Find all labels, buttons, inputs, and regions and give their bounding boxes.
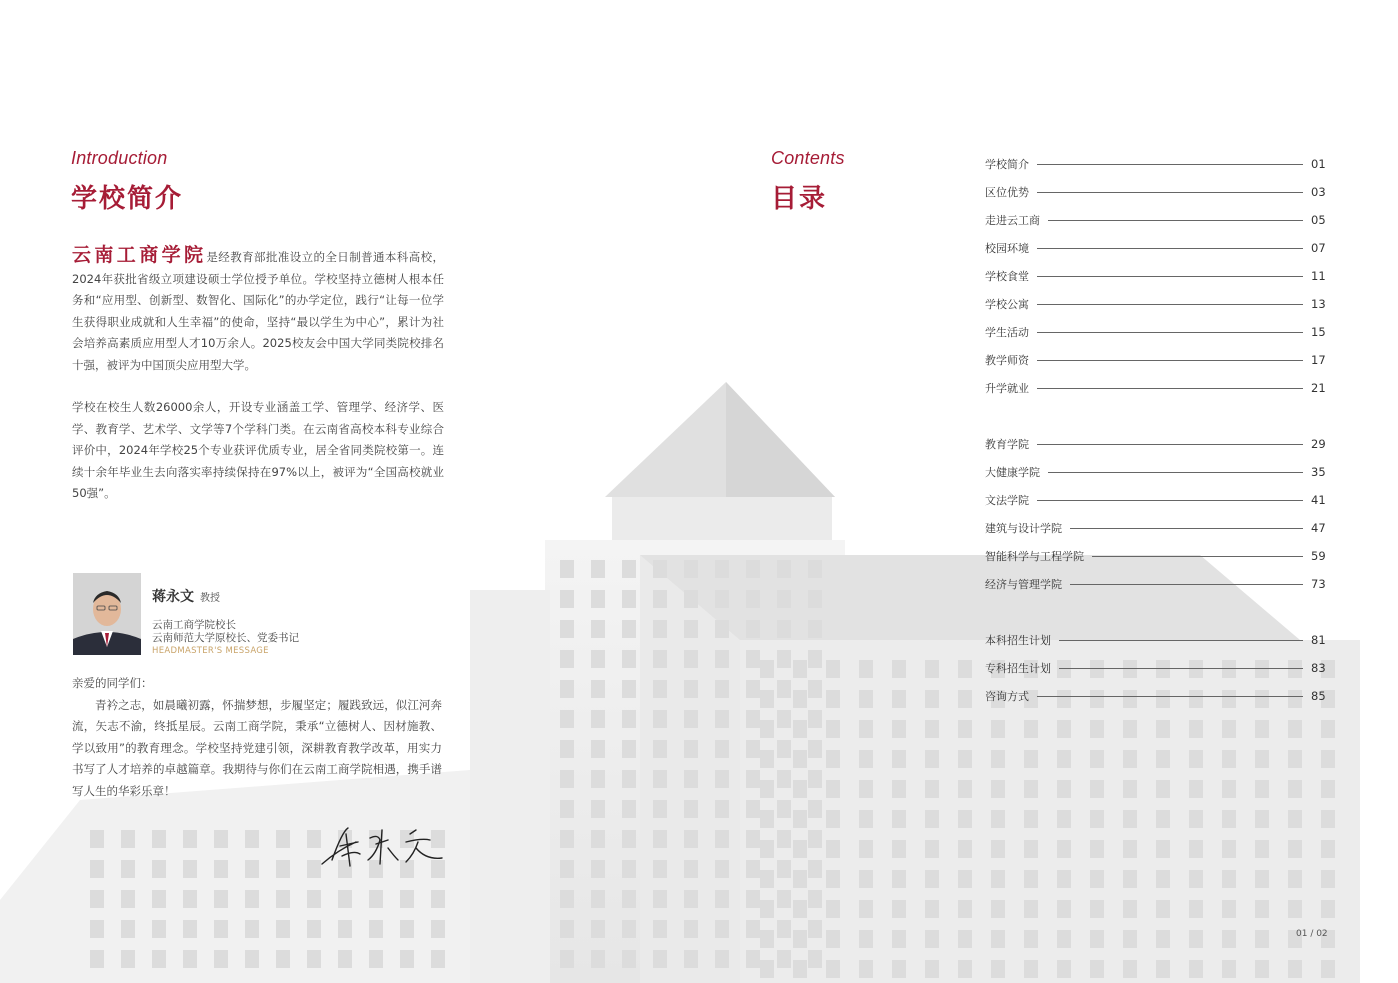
toc-leader-line (1037, 388, 1303, 389)
toc-leader-line (1037, 248, 1303, 249)
toc-entry[interactable] (985, 514, 1325, 542)
toc-entry[interactable] (985, 458, 1325, 486)
toc-entry-page: 11 (1311, 269, 1326, 283)
toc-entry-page: 01 (1311, 157, 1326, 171)
introduction-body (72, 245, 444, 526)
toc-leader-line (1037, 164, 1303, 165)
headmaster-message-label: HEADMASTER'S MESSAGE (152, 646, 269, 656)
toc-entry-label: 教学师资 (985, 354, 1029, 367)
toc-entry[interactable] (985, 626, 1325, 654)
table-of-contents (985, 150, 1325, 710)
toc-entry[interactable] (985, 150, 1325, 178)
toc-entry-page: 83 (1311, 661, 1326, 675)
toc-leader-line (1037, 332, 1303, 333)
toc-group-admissions (985, 626, 1325, 710)
toc-entry-label: 经济与管理学院 (985, 578, 1062, 591)
toc-leader-line (1037, 696, 1303, 697)
toc-entry-page: 07 (1311, 241, 1326, 255)
toc-entry-page: 41 (1311, 493, 1326, 507)
toc-entry-label: 校园环境 (985, 242, 1029, 255)
toc-leader-line (1070, 584, 1303, 585)
toc-entry[interactable] (985, 318, 1325, 346)
toc-entry-page: 29 (1311, 437, 1326, 451)
toc-entry-label: 咨询方式 (985, 690, 1029, 703)
letter-greeting: 亲爱的同学们： (72, 676, 153, 690)
toc-entry-label: 智能科学与工程学院 (985, 550, 1084, 563)
toc-leader-line (1037, 444, 1303, 445)
toc-entry-label: 走进云工商 (985, 214, 1040, 227)
toc-leader-line (1037, 276, 1303, 277)
toc-entry[interactable] (985, 374, 1325, 402)
toc-entry[interactable] (985, 430, 1325, 458)
toc-leader-line (1059, 668, 1303, 669)
toc-entry-page: 59 (1311, 549, 1326, 563)
toc-entry-page: 21 (1311, 381, 1326, 395)
toc-entry-label: 本科招生计划 (985, 634, 1051, 647)
toc-entry-label: 文法学院 (985, 494, 1029, 507)
toc-leader-line (1037, 192, 1303, 193)
toc-leader-line (1037, 360, 1303, 361)
president-role-1: 云南工商学院校长 (152, 619, 236, 631)
toc-entry-label: 大健康学院 (985, 466, 1040, 479)
president-photo (73, 573, 141, 655)
page-numbers: 01 / 02 (1296, 929, 1328, 939)
toc-leader-line (1048, 472, 1303, 473)
toc-entry-page: 03 (1311, 185, 1326, 199)
intro-paragraph-1: 是经教育部批准设立的全日制普通本科高校，2024年获批省级立项建设硕士学位授予单位。学校坚持立德树人根本任务和“应用型、创新型、数智化、国际化”的办学定位，践行“让每一位学生获得职业成就和人生幸福”的使命，坚持“最以学生为中心”，累计为社会培养高素质应用型人才10万余人。2025校友会中国大学同类院校排名十强，被评为中国顶尖应用型大学。 (72, 250, 444, 372)
toc-entry[interactable] (985, 262, 1325, 290)
toc-entry-label: 学生活动 (985, 326, 1029, 339)
toc-entry[interactable] (985, 542, 1325, 570)
toc-entry[interactable] (985, 486, 1325, 514)
toc-entry-page: 47 (1311, 521, 1326, 535)
school-name: 云南工商学院 (72, 244, 207, 266)
toc-entry[interactable] (985, 290, 1325, 318)
toc-entry-label: 学校公寓 (985, 298, 1029, 311)
toc-entry-page: 15 (1311, 325, 1326, 339)
toc-leader-line (1070, 528, 1303, 529)
president-signature (318, 820, 448, 870)
contents-zh-heading: 目录 (771, 184, 828, 214)
toc-entry-page: 05 (1311, 213, 1326, 227)
toc-leader-line (1092, 556, 1303, 557)
toc-entry-label: 建筑与设计学院 (985, 522, 1062, 535)
toc-group-colleges (985, 430, 1325, 598)
toc-entry-label: 学校食堂 (985, 270, 1029, 283)
toc-entry-page: 85 (1311, 689, 1326, 703)
president-name: 蒋永文 (152, 589, 194, 605)
toc-entry-page: 73 (1311, 577, 1326, 591)
president-title: 教授 (200, 593, 220, 604)
toc-leader-line (1048, 220, 1303, 221)
introduction-en-heading: Introduction (71, 148, 168, 168)
letter-body: 青衿之志，如晨曦初露，怀揣梦想，步履坚定；履践致远，似江河奔流，矢志不渝，终抵星辰。云南工商学院，秉承“立德树人、因材施教、学以致用”的教育理念。学校坚持党建引领，深耕教育教学改革，用实力书写了人才培养的卓越篇章。我期待与你们在云南工商学院相遇，携手谱写人生的华彩乐章！ (72, 697, 442, 798)
president-role-2: 云南师范大学原校长、党委书记 (152, 632, 299, 644)
toc-entry-page: 81 (1311, 633, 1326, 647)
toc-entry-label: 学校简介 (985, 158, 1029, 171)
toc-entry[interactable] (985, 346, 1325, 374)
toc-entry[interactable] (985, 654, 1325, 682)
toc-entry-label: 专科招生计划 (985, 662, 1051, 675)
toc-group-general (985, 150, 1325, 402)
president-info (152, 586, 442, 656)
toc-entry[interactable] (985, 234, 1325, 262)
introduction-zh-heading: 学校简介 (71, 184, 184, 214)
intro-paragraph-2: 学校在校生人数26000余人，开设专业涵盖工学、管理学、经济学、医学、教育学、艺术学、文学等7个学科门类。在云南省高校本科专业综合评价中，2024年学校25个专业获评优质专业，居全省同类院校第一。连续十余年毕业生去向落实率持续保持在97%以上，被评为“全国高校就业50强”。 (72, 400, 444, 500)
toc-entry-label: 教育学院 (985, 438, 1029, 451)
toc-entry-page: 17 (1311, 353, 1326, 367)
toc-entry-label: 区位优势 (985, 186, 1029, 199)
toc-leader-line (1037, 304, 1303, 305)
headmaster-letter (72, 673, 442, 802)
toc-leader-line (1037, 500, 1303, 501)
toc-entry[interactable] (985, 682, 1325, 710)
toc-entry-label: 升学就业 (985, 382, 1029, 395)
toc-leader-line (1059, 640, 1303, 641)
toc-entry[interactable] (985, 570, 1325, 598)
toc-entry-page: 13 (1311, 297, 1326, 311)
toc-entry[interactable] (985, 178, 1325, 206)
toc-entry-page: 35 (1311, 465, 1326, 479)
contents-en-heading: Contents (771, 148, 845, 168)
toc-entry[interactable] (985, 206, 1325, 234)
